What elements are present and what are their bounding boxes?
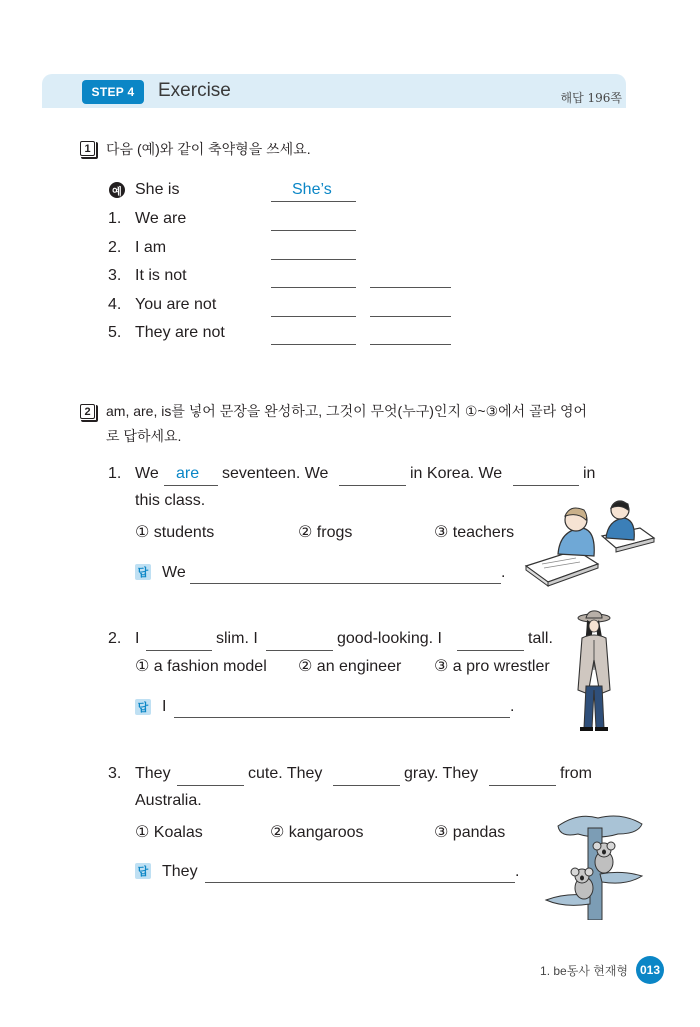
q2-item-2-answer-start: I <box>162 698 167 715</box>
q2-item-1-choice-3: ③ teachers <box>434 524 515 541</box>
q2-item-3-line-2: Australia. <box>135 792 202 809</box>
q1-item-2-blank[interactable] <box>271 259 356 260</box>
q2-item-3-answer-start: They <box>162 863 198 880</box>
q2-item-1-blank-3[interactable] <box>513 485 579 486</box>
q2-item-1-seg-1: We <box>135 465 159 482</box>
q1-instruction: 다음 (예)와 같이 축약형을 쓰세요. <box>106 141 311 157</box>
q1-item-5-number: 5. <box>108 324 122 341</box>
q2-item-2-choice-1: ① a fashion model <box>135 658 267 675</box>
page-number: 013 <box>636 956 664 984</box>
q1-item-5-text: They are not <box>135 324 225 341</box>
q1-item-1-blank[interactable] <box>271 230 356 231</box>
chapter-label: 1. be동사 현재형 <box>540 964 628 978</box>
q2-item-3-seg-3: gray. They <box>404 765 479 782</box>
koalas-in-tree-illustration <box>538 812 654 920</box>
q2-item-2-seg-3: good-looking. I <box>337 630 442 647</box>
example-mark: 예 <box>109 182 125 198</box>
example-text: She is <box>135 181 180 198</box>
q2-item-2-choice-3: ③ a pro wrestler <box>434 658 550 675</box>
q2-item-1-blank-1[interactable] <box>164 485 218 486</box>
example-answer-line <box>271 201 356 202</box>
q2-item-3-seg-1: They <box>135 765 171 782</box>
answer-reference: 해답 196쪽 <box>560 91 622 105</box>
q2-item-1-answer-line[interactable] <box>190 583 501 584</box>
fashion-model-illustration <box>572 610 622 732</box>
q1-item-4-text: You are not <box>135 296 217 313</box>
q2-item-1-filled-answer: are <box>176 465 200 482</box>
q1-item-3-number: 3. <box>108 267 122 284</box>
q2-item-1-seg-3: in Korea. We <box>410 465 503 482</box>
students-at-desks-illustration <box>524 498 664 590</box>
q2-item-3-choice-2: ② kangaroos <box>270 824 364 841</box>
q2-item-1-choice-2: ② frogs <box>298 524 353 541</box>
q2-item-3-number: 3. <box>108 765 122 782</box>
answer-mark-1: 답 <box>135 564 151 580</box>
q2-item-3-blank-1[interactable] <box>177 785 244 786</box>
answer-mark-2: 답 <box>135 699 151 715</box>
question-number-1: 1 <box>80 141 95 156</box>
q2-instruction-line-1: am, are, is를 넣어 문장을 완성하고, 그것이 무엇(누구)인지 ①~③에서 골라 영어 <box>106 403 588 419</box>
q2-item-2-number: 2. <box>108 630 122 647</box>
q2-item-3-blank-3[interactable] <box>489 785 556 786</box>
question-number-2: 2 <box>80 404 95 419</box>
q2-item-2-answer-end: . <box>510 698 515 715</box>
q2-instruction-line-2: 로 답하세요. <box>106 428 182 444</box>
q2-item-2-seg-4: tall. <box>528 630 553 647</box>
q2-item-2-answer-line[interactable] <box>174 717 510 718</box>
q1-item-3-text: It is not <box>135 267 187 284</box>
q1-item-2-text: I am <box>135 239 167 256</box>
q2-item-3-blank-2[interactable] <box>333 785 400 786</box>
q2-item-1-seg-2: seventeen. We <box>222 465 329 482</box>
q2-item-2-blank-3[interactable] <box>457 650 524 651</box>
q2-item-3-seg-4: from <box>560 765 592 782</box>
page-title: Exercise <box>158 80 231 101</box>
q2-item-1-blank-2[interactable] <box>339 485 406 486</box>
q2-item-2-choice-2: ② an engineer <box>298 658 402 675</box>
q2-item-1-line-2: this class. <box>135 492 206 509</box>
q1-item-4-blank-a[interactable] <box>271 316 356 317</box>
q2-item-2-blank-1[interactable] <box>146 650 212 651</box>
q2-item-3-answer-end: . <box>515 863 520 880</box>
q1-item-5-blank-a[interactable] <box>271 344 356 345</box>
q1-item-3-blank-b[interactable] <box>370 287 451 288</box>
q2-item-3-choice-3: ③ pandas <box>434 824 506 841</box>
q1-item-2-number: 2. <box>108 239 122 256</box>
q1-item-4-number: 4. <box>108 296 122 313</box>
q2-item-2-seg-1: I <box>135 630 140 647</box>
q2-item-3-choice-1: ① Koalas <box>135 824 203 841</box>
q2-item-1-choice-1: ① students <box>135 524 215 541</box>
q1-item-1-number: 1. <box>108 210 122 227</box>
answer-mark-3: 답 <box>135 863 151 879</box>
q1-item-3-blank-a[interactable] <box>271 287 356 288</box>
q2-item-1-seg-4: in <box>583 465 596 482</box>
example-answer: She’s <box>292 181 332 198</box>
q2-item-3-answer-line[interactable] <box>205 882 515 883</box>
step-badge: STEP 4 <box>82 80 144 104</box>
q2-item-2-blank-2[interactable] <box>266 650 333 651</box>
q2-item-3-seg-2: cute. They <box>248 765 323 782</box>
q2-item-1-number: 1. <box>108 465 122 482</box>
q2-item-1-answer-start: We <box>162 564 186 581</box>
q1-item-4-blank-b[interactable] <box>370 316 451 317</box>
q2-item-2-seg-2: slim. I <box>216 630 258 647</box>
q2-item-1-answer-end: . <box>501 564 506 581</box>
q1-item-5-blank-b[interactable] <box>370 344 451 345</box>
q1-item-1-text: We are <box>135 210 187 227</box>
